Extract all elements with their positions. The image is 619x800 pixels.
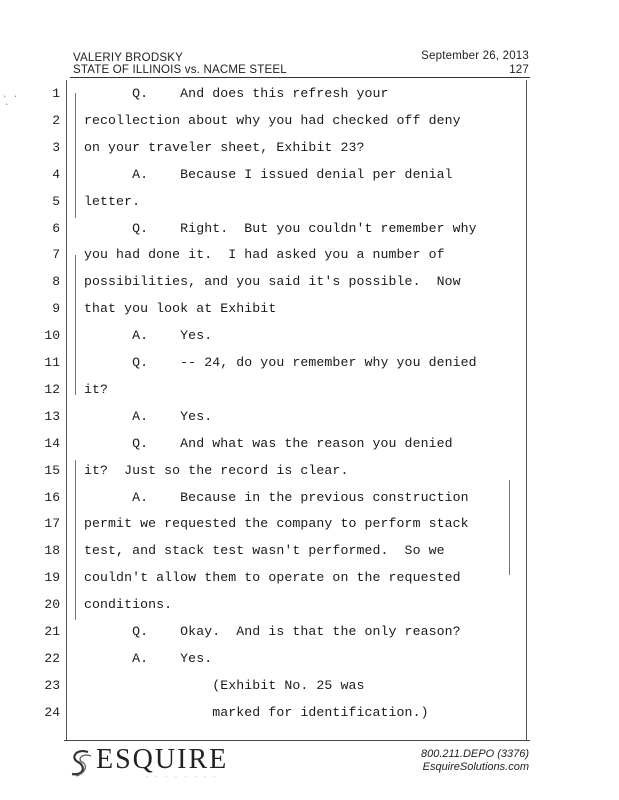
transcript-line bbox=[0, 490, 619, 516]
line-number: 18 bbox=[44, 543, 60, 559]
line-text: A. Yes. bbox=[84, 328, 213, 344]
esquire-logo-wordmark: ESQUIRE bbox=[96, 744, 229, 775]
line-number: 6 bbox=[52, 220, 60, 236]
line-text: permit we requested the company to perform stack bbox=[84, 516, 469, 532]
transcript-line bbox=[0, 113, 619, 139]
transcript-line bbox=[0, 140, 619, 166]
line-number: 12 bbox=[44, 381, 60, 397]
line-text: Q. -- 24, do you remember why you denied bbox=[84, 355, 477, 370]
transcript-line bbox=[0, 436, 619, 462]
header-page-number: 127 bbox=[509, 64, 529, 76]
transcript-line bbox=[0, 355, 619, 381]
line-number: 14 bbox=[44, 435, 60, 451]
transcript-line bbox=[0, 597, 619, 623]
margin-mark-upper bbox=[75, 93, 76, 218]
line-text: that you look at Exhibit bbox=[84, 301, 277, 317]
line-number: 22 bbox=[44, 650, 60, 666]
line-text: A. Yes. bbox=[84, 650, 213, 666]
line-text: conditions. bbox=[84, 597, 173, 613]
margin-mark-right bbox=[509, 480, 510, 575]
transcript-line bbox=[0, 328, 619, 354]
line-text: recollection about why you had checked off deny bbox=[84, 112, 461, 128]
line-text: it? Just so the record is clear. bbox=[84, 462, 349, 478]
line-number: 5 bbox=[52, 193, 60, 209]
transcript-line bbox=[0, 274, 619, 300]
scan-speck: · · bbox=[2, 92, 19, 102]
transcript-line bbox=[0, 516, 619, 542]
transcript-line bbox=[0, 705, 619, 731]
transcript-line bbox=[0, 678, 619, 704]
line-number: 24 bbox=[44, 704, 60, 720]
transcript-line bbox=[0, 382, 619, 408]
line-number: 9 bbox=[52, 301, 60, 317]
transcript-line bbox=[0, 409, 619, 435]
line-text: Q. Right. But you couldn't remember why bbox=[84, 220, 477, 236]
line-text: Q. And does this refresh your bbox=[84, 86, 389, 101]
line-text: on your traveler sheet, Exhibit 23? bbox=[84, 139, 365, 155]
transcript-line bbox=[0, 86, 619, 112]
line-number: 4 bbox=[52, 166, 60, 182]
transcript-line bbox=[0, 301, 619, 327]
esquire-logo-subtext: · · · · · · · · bbox=[146, 774, 219, 780]
line-text: couldn't allow them to operate on the requested bbox=[84, 570, 461, 586]
line-text: it? bbox=[84, 381, 109, 397]
line-text: (Exhibit No. 25 was bbox=[84, 677, 365, 693]
line-text: Q. And what was the reason you denied bbox=[84, 435, 453, 451]
line-number: 16 bbox=[44, 489, 60, 505]
line-number: 20 bbox=[44, 597, 60, 613]
line-number: 7 bbox=[52, 247, 60, 263]
line-text: A. Yes. bbox=[84, 408, 213, 424]
line-number: 1 bbox=[52, 86, 60, 101]
scan-speck: · bbox=[4, 100, 10, 110]
footer-website: EsquireSolutions.com bbox=[422, 761, 529, 773]
margin-mark-lower bbox=[75, 460, 76, 620]
line-text: Q. Okay. And is that the only reason? bbox=[84, 624, 461, 639]
footer-phone: 800.211.DEPO (3376) bbox=[420, 748, 529, 760]
transcript-line bbox=[0, 463, 619, 489]
line-text: A. Because I issued denial per denial bbox=[84, 166, 453, 182]
transcript-line bbox=[0, 221, 619, 247]
line-number: 10 bbox=[44, 328, 60, 344]
footer-rule bbox=[64, 740, 530, 741]
line-text: marked for identification.) bbox=[84, 704, 429, 720]
line-number: 19 bbox=[44, 570, 60, 586]
line-number: 21 bbox=[44, 624, 60, 639]
line-number: 11 bbox=[44, 355, 60, 370]
transcript-line bbox=[0, 624, 619, 650]
esquire-logo bbox=[66, 744, 236, 784]
line-text: letter. bbox=[84, 193, 141, 209]
line-number: 13 bbox=[44, 408, 60, 424]
line-text: you had done it. I had asked you a number of bbox=[84, 247, 445, 263]
line-text: A. Because in the previous construction bbox=[84, 489, 469, 505]
transcript-line bbox=[0, 194, 619, 220]
header-date: September 26, 2013 bbox=[421, 50, 529, 62]
line-number: 2 bbox=[52, 112, 60, 128]
header-rule bbox=[70, 77, 530, 78]
line-number: 15 bbox=[44, 462, 60, 478]
line-number: 3 bbox=[52, 139, 60, 155]
transcript-line bbox=[0, 651, 619, 677]
transcript-line bbox=[0, 570, 619, 596]
esquire-swirl-icon bbox=[66, 746, 96, 782]
line-text: test, and stack test wasn't performed. So we bbox=[84, 543, 445, 559]
line-number: 17 bbox=[44, 516, 60, 532]
header-case: STATE OF ILLINOIS vs. NACME STEEL bbox=[73, 64, 287, 76]
transcript-line bbox=[0, 167, 619, 193]
line-number: 8 bbox=[52, 274, 60, 290]
header-witness: VALERIY BRODSKY bbox=[73, 52, 183, 64]
margin-mark-middle bbox=[75, 255, 76, 395]
line-text: possibilities, and you said it's possible. Now bbox=[84, 274, 461, 290]
transcript-line bbox=[0, 543, 619, 569]
line-number: 23 bbox=[44, 677, 60, 693]
transcript-line bbox=[0, 247, 619, 273]
